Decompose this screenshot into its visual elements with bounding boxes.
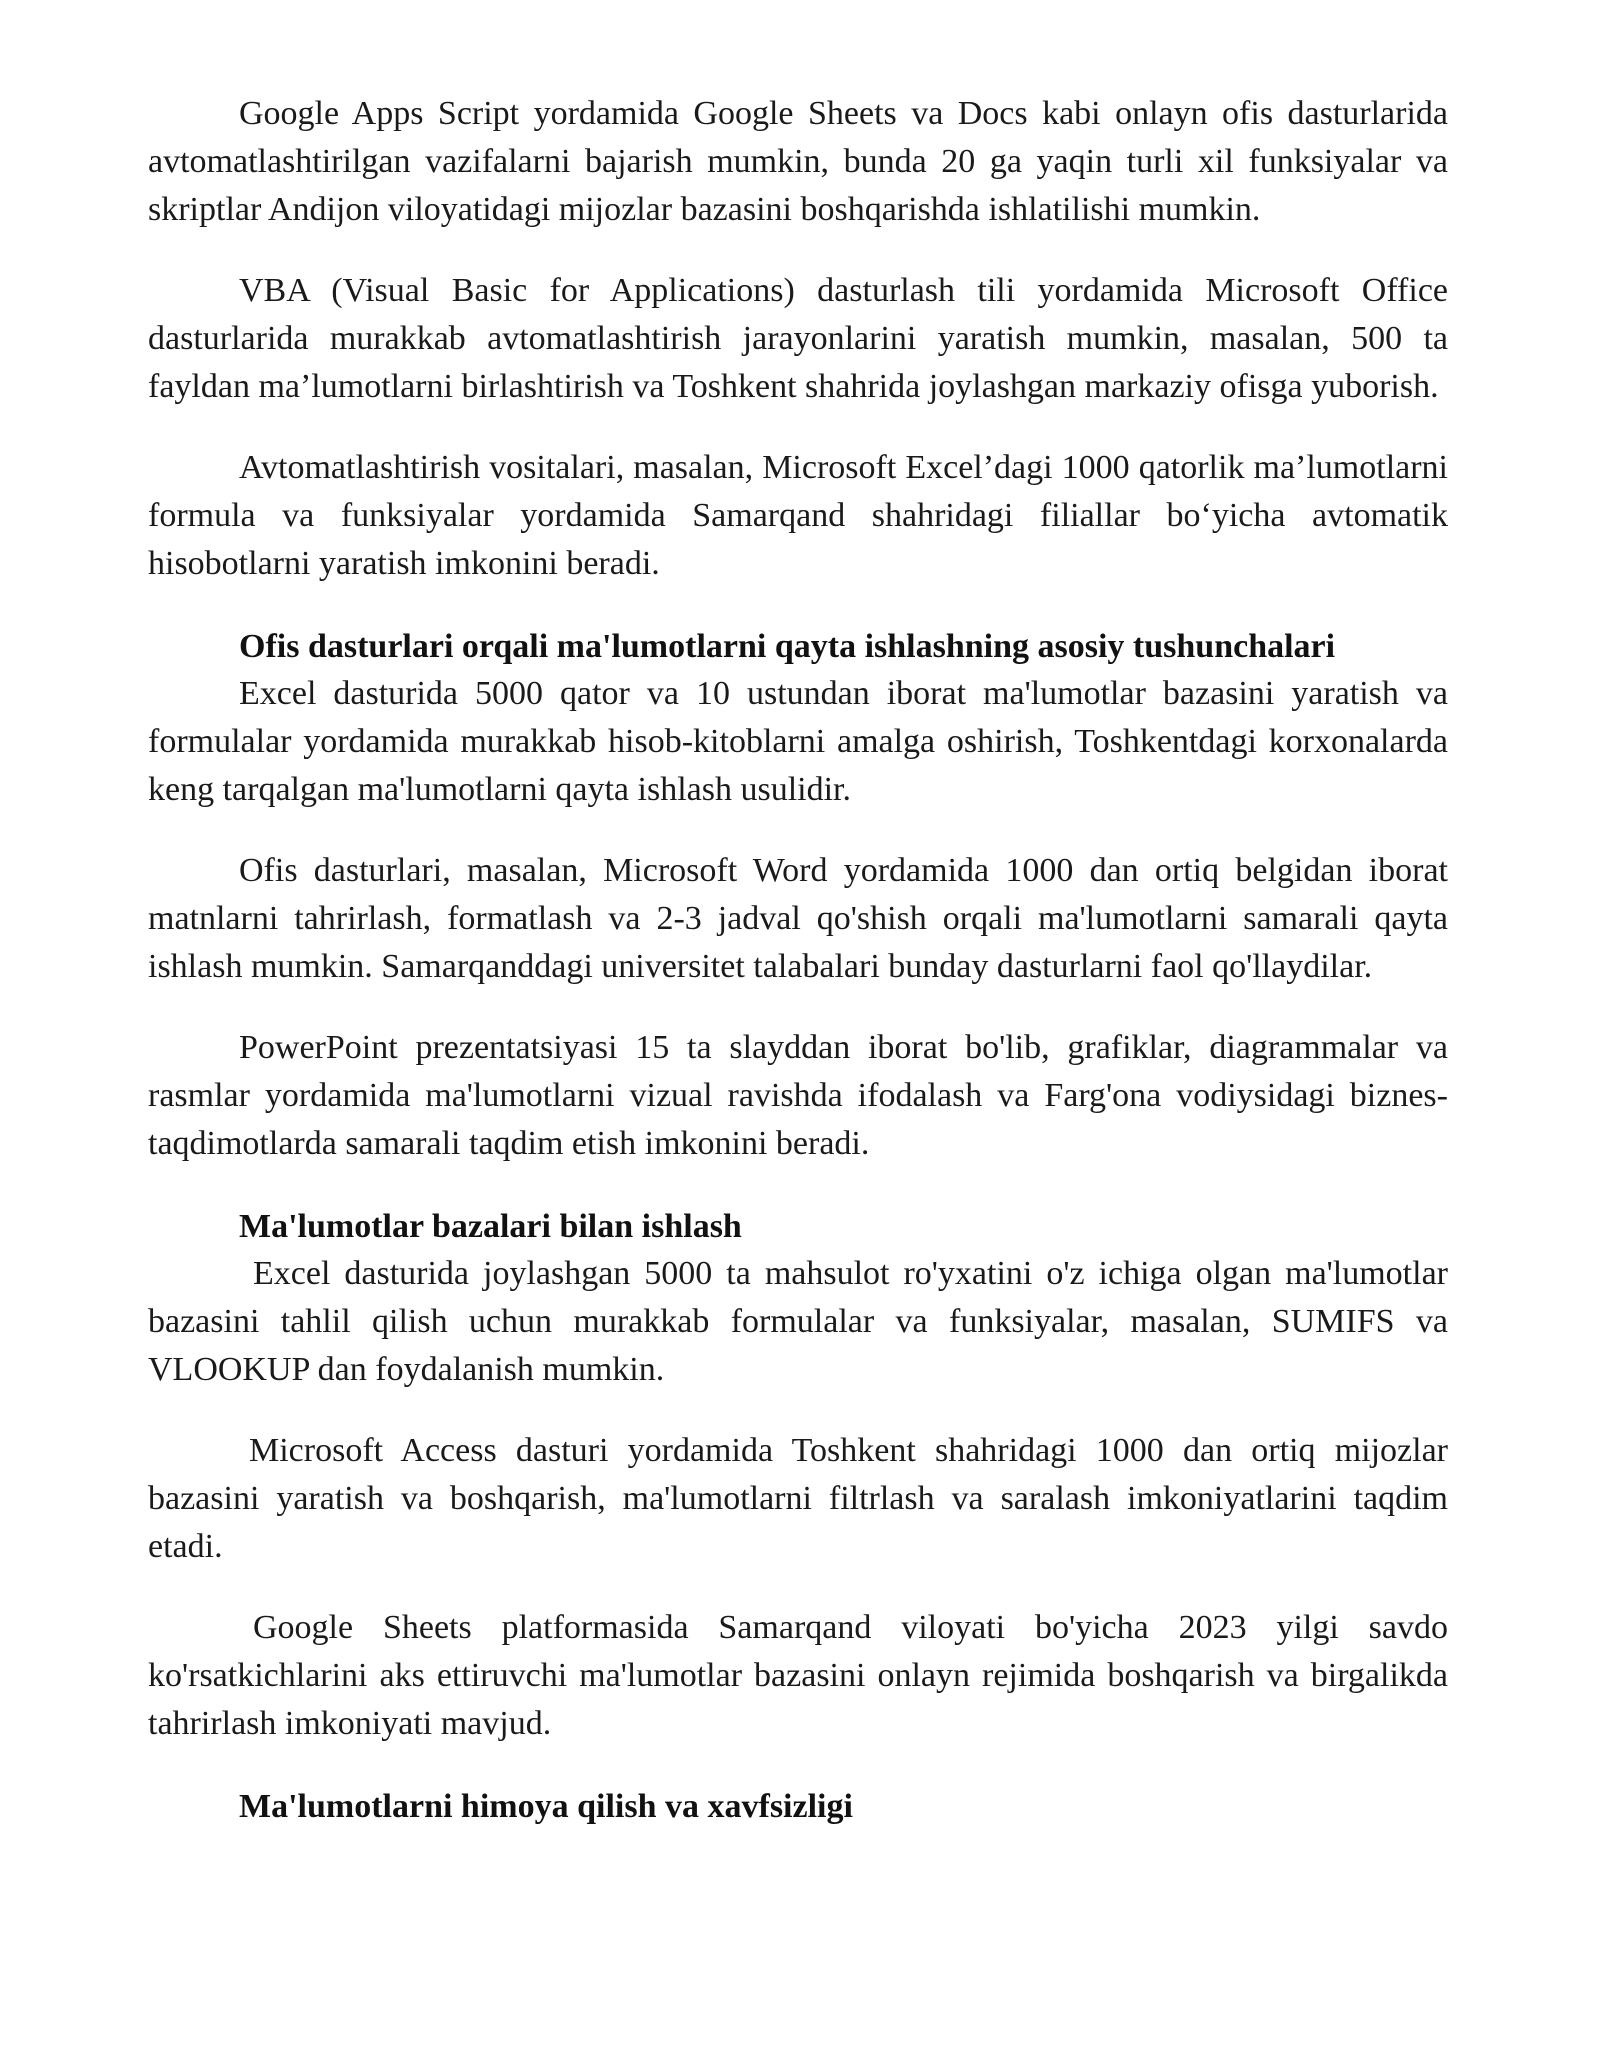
paragraph-access: Microsoft Access dasturi yordamida Toshkent shahridagi 1000 dan ortiq mijozlar bazasini yaratish va boshqarish, ma'lumotlarni filtrlash va saralash imkoniyatlarini taqdim etadi. <box>148 1432 1448 1565</box>
section-heading-office-processing: Ofis dasturlari orqali ma'lumotlarni qayta ishlashning asosiy tushunchalari <box>239 628 1336 665</box>
paragraph-word-editing: Ofis dasturlari, masalan, Microsoft Word yordamida 1000 dan ortiq belgidan iborat matnlarni tahrirlash, formatlash va 2-3 jadval qo'shish orqali ma'lumotlarni samarali qayta ishlash mumkin. Samarqanddagi universitet talabalari bunday dasturlarni faol qo'llaydilar. <box>148 852 1448 985</box>
paragraph-google-apps-script: Google Apps Script yordamida Google Sheets va Docs kabi onlayn ofis dasturlarida avtomatlashtirilgan vazifalarni bajarish mumkin, bunda 20 ga yaqin turli xil funksiyalar va skriptlar Andijon viloyatidagi mijozlar bazasini boshqarishda ishlatilishi mumkin. <box>148 95 1448 228</box>
section-heading-data-protection: Ma'lumotlarni himoya qilish va xavfsizligi <box>239 1788 853 1825</box>
paragraph-powerpoint: PowerPoint prezentatsiyasi 15 ta slayddan iborat bo'lib, grafiklar, diagrammalar va rasmlar yordamida ma'lumotlarni vizual ravishda ifodalash va Farg'ona vodiysidagi biznes-taqdimotlarda samarali taqdim etish imkonini beradi. <box>148 1029 1448 1162</box>
document-body <box>148 90 1448 1830</box>
paragraph-excel-products: Excel dasturida joylashgan 5000 ta mahsulot ro'yxatini o'z ichiga olgan ma'lumotlar bazasini tahlil qilish uchun murakkab formulalar va funksiyalar, masalan, SUMIFS va VLOOKUP dan foydalanish mumkin. <box>148 1255 1448 1388</box>
paragraph-excel-database: Excel dasturida 5000 qator va 10 ustundan iborat ma'lumotlar bazasini yaratish va formulalar yordamida murakkab hisob-kitoblarni amalga oshirish, Toshkentdagi korxonalarda keng tarqalgan ma'lumotlarni qayta ishlash usulidir. <box>148 675 1448 808</box>
section-heading-databases: Ma'lumotlar bazalari bilan ishlash <box>239 1208 742 1245</box>
paragraph-vba: VBA (Visual Basic for Applications) dasturlash tili yordamida Microsoft Office dasturlarida murakkab avtomatlashtirish jarayonlarini yaratish mumkin, masalan, 500 ta fayldan ma’lumotlarni birlashtirish va Toshkent shahrida joylashgan markaziy ofisga yuborish. <box>148 272 1448 405</box>
paragraph-automation-tools: Avtomatlashtirish vositalari, masalan, Microsoft Excel’dagi 1000 qatorlik ma’lumotlarni formula va funksiyalar yordamida Samarqand shahridagi filiallar bo‘yicha avtomatik hisobotlarni yaratish imkonini beradi. <box>148 449 1448 582</box>
paragraph-google-sheets: Google Sheets platformasida Samarqand viloyati bo'yicha 2023 yilgi savdo ko'rsatkichlarini aks ettiruvchi ma'lumotlar bazasini onlayn rejimida boshqarish va birgalikda tahrirlash imkoniyati mavjud. <box>148 1609 1448 1742</box>
